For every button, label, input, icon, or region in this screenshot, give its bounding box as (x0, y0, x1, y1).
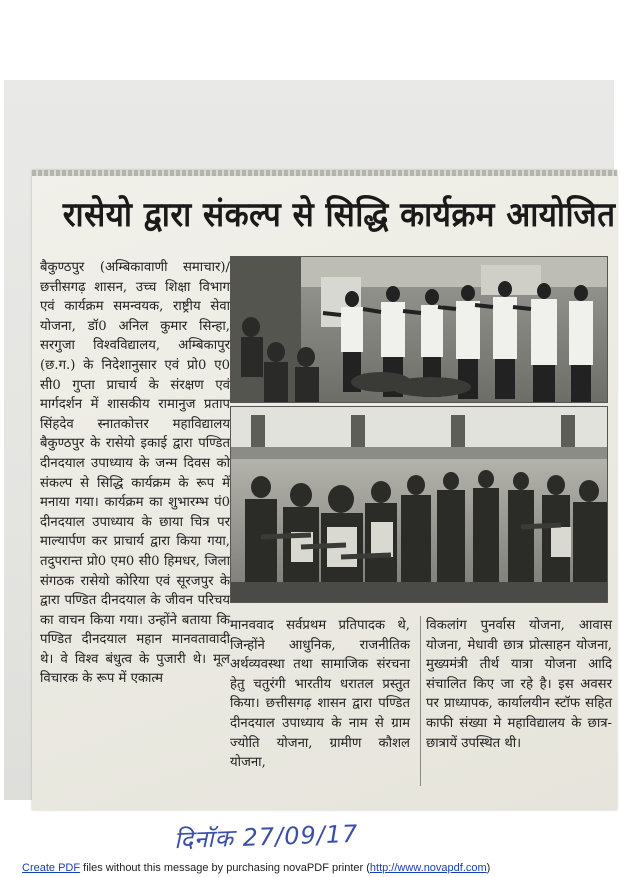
photo-staff-pledge (230, 256, 608, 403)
photo-students-pledge (230, 406, 608, 603)
novapdf-url-link[interactable]: http://www.novapdf.com (369, 862, 487, 874)
handwritten-date: दिनॉक 27/09/17 (173, 819, 359, 855)
scanned-page (4, 80, 616, 855)
footer-text-end: ) (486, 862, 491, 874)
create-pdf-link[interactable]: Create PDF (22, 862, 81, 874)
article-column-1: बैकुण्ठपुर (अम्बिकावाणी समाचार)/ छत्तीसगढ़ शासन, उच्च शिक्षा विभाग एवं कार्यक्रम समन्वयक, राष्ट्रीय सेवा योजना, डॉ0 अनिल कुमार सिन्हा, सरगुजा विश्वविद्यालय, अम्बिकापुर (छ.ग.) के निदेशानुसार एवं प्रो0 ए0 सी0 गुप्ता प्राचार्य के संरक्षण एवं मार्गदर्शन में शासकीय रामानुज प्रताप सिंहदेव स्नातकोत्तर महाविद्यालय बैकुण्ठपुर के रासेयो इकाई द्वारा पण्डित दीनदयाल उपाध्याय के जन्म दिवस को संकल्प से सिद्धि कार्यक्रम के रूप में मनाया गया। कार्यक्रम का शुभारम्भ पं0 दीनदयाल उपाध्याय के छाया चित्र पर माल्यार्पण कर प्राचार्य द्वारा किया गया, तदुपरान्त प्रो0 एम0 सी0 हिमधर, जिला संगठक रासेयो कोरिया एवं सूरजपुर के द्वारा पण्डित दीनदयाल के जीवन परिचय का वाचन किया गया। उन्होंने बताया कि पण्डित दीनदयाल महान मानवतावादी थे। वे विश्व बंधुत्व के पुजारी थे। मूल विचारक के रूप में एकात्म (40, 260, 230, 687)
newspaper-clipping (32, 170, 617, 810)
article-headline: रासेयो द्वारा संकल्प से सिद्धि कार्यक्रम आयोजित (62, 195, 616, 235)
pdf-footer (22, 862, 490, 874)
clipping-top-rule (32, 170, 617, 176)
column-divider (420, 616, 421, 786)
article-column-3: विकलांग पुनर्वास योजना, आवास योजना, मेधावी छात्र प्रोत्साहन योजना, मुख्यमंत्री तीर्थ यात्रा योजना आदि संचालित किए जा रहे है। इस अवसर पर प्राध्यापक, कार्यालयीन स्टॉफ सहित काफी संख्या मे महाविद्यालय के छात्र-छात्रायें उपस्थित थी। (426, 618, 612, 751)
footer-text: files without this message by purchasing novaPDF printer ( (80, 862, 370, 874)
article-column-2: मानववाद सर्वप्रथम प्रतिपादक थे, जिन्होंने आधुनिक, राजनीतिक अर्थव्यवस्था तथा सामाजिक संरचना हेतु चतुरंगी भारतीय धरातल प्रस्तुत किया। छत्तीसगढ़ शासन द्वारा पण्डित दीनदयाल उपाध्याय के नाम से ग्राम ज्योति योजना, ग्रामीण कौशल योजना, (230, 618, 410, 771)
